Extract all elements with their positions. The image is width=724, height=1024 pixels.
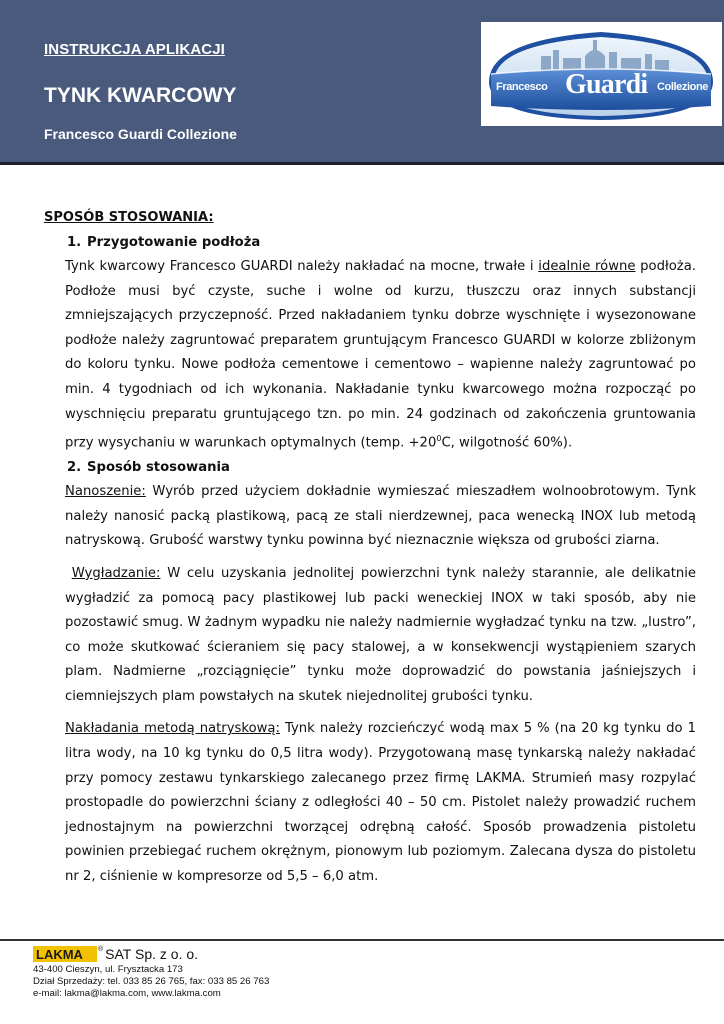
- application-label: Nanoszenie:: [65, 484, 146, 500]
- item-2-number: 2.: [67, 460, 82, 476]
- document-title: TYNK KWARCOWY: [44, 84, 237, 107]
- document-body: [44, 205, 696, 890]
- footer-sales-contact: Dział Sprzedaży: tel. 033 85 26 765, fax: 033 85 26 763: [33, 976, 270, 987]
- footer-divider: [0, 939, 724, 941]
- spraying-label: Nakładania metodą natryskową:: [65, 721, 280, 737]
- paragraph-spraying: [65, 717, 696, 889]
- item-1-number: 1.: [67, 235, 82, 250]
- application-text: Wyrób przed użyciem dokładnie wymieszać mieszadłem wolnoobrotowym. Tynk należy nanosić packą plastikową, pacą ze stali nierdzewnej, paca wenecką INOX lub metodą natryskową. Grubość warstwy tynku powinna być nieznacznie większa od grubości ziarna.: [65, 484, 696, 549]
- footer-email: e-mail: lakma@lakma.com, www.lakma.com: [33, 988, 221, 999]
- item-1-heading: [67, 231, 696, 255]
- smoothing-label: Wygładzanie:: [71, 565, 161, 581]
- lakma-logo-text: LAKMA: [36, 947, 83, 962]
- degree-superscript: 0: [436, 434, 442, 444]
- item-2-heading: [67, 456, 696, 480]
- document-header: [0, 0, 724, 162]
- logo-word-collezione: Collezione: [657, 81, 709, 93]
- footer-company-line: [100, 946, 198, 962]
- footer-company: SAT Sp. z o. o.: [105, 946, 199, 962]
- item-1-title: Przygotowanie podłoża: [87, 235, 261, 250]
- lakma-logo: [33, 946, 99, 962]
- footer-address: 43-400 Cieszyn, ul. Frysztacka 173: [33, 964, 183, 975]
- paragraph-application: [65, 480, 696, 554]
- francesco-guardi-logo: [481, 22, 722, 126]
- paragraph-preparation: [65, 255, 696, 456]
- registered-mark: ®: [98, 946, 104, 954]
- item-2-title: Sposób stosowania: [87, 460, 230, 476]
- document-subtitle: Francesco Guardi Collezione: [44, 126, 237, 142]
- logo-word-francesco: Francesco: [496, 81, 548, 93]
- header-divider: [0, 162, 724, 165]
- logo-word-guardi: Guardi: [565, 69, 648, 100]
- paragraph-preparation-text-2: podłoża. Podłoże musi być czyste, suche i wolne od kurzu, tłuszczu oraz innych substancji zmniejszających przyczepność. Przed nakładaniem tynku dobrze wyschnięte i wysezonowane podłoże należy zagruntować preparatem gruntującym Francesco GUARDI w kolorze zbliżonym do koloru tynku. Nowe podłoża cementowe i cementowo – wapienne należy zagruntować po min. 4 tygodniach od ich wykonania. Nakładanie tynku kwarcowego można rozpocząć po wyschnięciu preparatu gruntującego tzn. po min. 24 godzinach od zakończenia gruntowania przy wysychaniu w warunkach optymalnych (temp. +20: [65, 259, 696, 451]
- underlined-phrase: idealnie równe: [538, 259, 636, 274]
- paragraph-preparation-text-1: Tynk kwarcowy Francesco GUARDI należy nakładać na mocne, trwałe i: [65, 259, 539, 274]
- paragraph-smoothing: [65, 562, 696, 710]
- paragraph-preparation-text-3: C, wilgotność 60%).: [441, 435, 573, 451]
- smoothing-text: W celu uzyskania jednolitej powierzchni tynk należy starannie, ale delikatnie wygładzić za pomocą pacy plastikowej lub packi weneckiej INOX w taki sposób, aby nie pozostawić smug. W żadnym wypadku nie należy nadmiernie wygładzać tynku na tzw. „lustro”, co może skutkować ścieraniem się pacy stalowej, a w konsekwencji wystąpieniem szarych plam. Nadmierne „rozciągnięcie” tynku może doprowadzić do powstania jaśniejszych i ciemniejszych plam powstałych na skutek niejednolitej grubości tynku.: [65, 565, 697, 704]
- spraying-text: Tynk należy rozcieńczyć wodą max 5 % (na 20 kg tynku do 1 litra wody, na 10 kg tynku do 0,5 litra wody). Przygotowaną masę tynkarską należy nakładać przy pomocy zestawu tynkarskiego zalecanego przez firmę LAKMA. Strumień masy rozpylać prostopadle do powierzchni ściany z odległości 40 – 50 cm. Pistolet należy prowadzić ruchem jednostajnym na powierzchni tworzącej odrębną całość. Sposób prowadzenia pistoletu powinien przebiegać ruchem okrężnym, pionowym lub poziomym. Zalecana dysza do pistoletu nr 2, ciśnienie w kompresorze od 5,5 – 6,0 atm.: [65, 721, 696, 885]
- section-heading: SPOSÓB STOSOWANIA:: [44, 210, 214, 225]
- document-kicker: INSTRUKCJA APLIKACJI: [44, 41, 225, 58]
